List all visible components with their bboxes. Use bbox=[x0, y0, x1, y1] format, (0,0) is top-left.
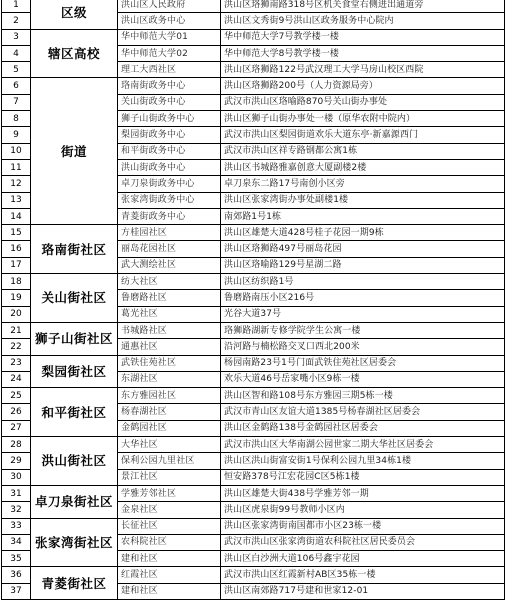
site-name: 洪山街政务中心 bbox=[118, 159, 221, 175]
site-name: 丽岛花园社区 bbox=[118, 241, 221, 257]
site-name: 武铁住苑社区 bbox=[118, 355, 221, 371]
site-name: 保利公园九里社区 bbox=[118, 453, 221, 469]
site-name: 书城路社区 bbox=[118, 322, 221, 338]
table-row bbox=[2, 274, 505, 290]
row-number: 36 bbox=[2, 567, 31, 583]
group-label: 梨园街社区 bbox=[31, 355, 118, 388]
site-name: 农科院社区 bbox=[118, 534, 221, 550]
site-name: 方桂园社区 bbox=[118, 225, 221, 241]
table-row bbox=[2, 0, 505, 13]
site-address: 武汉市青山区友谊大道1385号杨春湖社区居委会 bbox=[221, 404, 505, 420]
site-name: 东湖社区 bbox=[118, 371, 221, 387]
site-address: 光谷大道37号 bbox=[221, 306, 505, 322]
site-address: 卓刀泉东二路17号南创小区旁 bbox=[221, 176, 505, 192]
row-number: 2 bbox=[2, 13, 31, 29]
site-name: 金泉社区 bbox=[118, 502, 221, 518]
row-number: 24 bbox=[2, 371, 31, 387]
site-name: 景江社区 bbox=[118, 469, 221, 485]
row-number: 9 bbox=[2, 127, 31, 143]
site-address: 洪山区珞喻路129号星湖二路 bbox=[221, 257, 505, 273]
site-name: 建和社区 bbox=[118, 551, 221, 567]
table-row bbox=[2, 437, 505, 453]
table-body bbox=[2, 0, 505, 599]
site-address: 洪山区虎泉街99号教师小区内 bbox=[221, 502, 505, 518]
row-number: 4 bbox=[2, 45, 31, 61]
site-name: 通惠社区 bbox=[118, 339, 221, 355]
site-address: 武汉市洪山区祥专路钢都公寓1栋 bbox=[221, 143, 505, 159]
row-number: 32 bbox=[2, 502, 31, 518]
row-number: 29 bbox=[2, 453, 31, 469]
site-address: 武汉市洪山区珞喻路870号关山街办事处 bbox=[221, 94, 505, 110]
site-address: 洪山区智和路108号东方雅园三期5栋一楼 bbox=[221, 388, 505, 404]
site-address: 洪山区珞狮路200号（人力资源局旁） bbox=[221, 78, 505, 94]
site-address: 武汉市洪山区大华南湖公园世家二期大华社区居委会 bbox=[221, 437, 505, 453]
site-name: 卓刀泉街政务中心 bbox=[118, 176, 221, 192]
row-number: 19 bbox=[2, 290, 31, 306]
site-name: 葛光社区 bbox=[118, 306, 221, 322]
group-label: 青菱街社区 bbox=[31, 567, 118, 600]
row-number: 35 bbox=[2, 551, 31, 567]
row-number: 22 bbox=[2, 339, 31, 355]
row-number: 8 bbox=[2, 111, 31, 127]
row-number: 1 bbox=[2, 0, 31, 13]
site-name: 纺大社区 bbox=[118, 274, 221, 290]
table-row bbox=[2, 518, 505, 534]
group-label: 珞南街社区 bbox=[31, 225, 118, 274]
site-name: 大华社区 bbox=[118, 437, 221, 453]
site-name: 珞南街政务中心 bbox=[118, 78, 221, 94]
row-number: 12 bbox=[2, 176, 31, 192]
site-name: 武大测绘社区 bbox=[118, 257, 221, 273]
site-address: 洪山区珞狮路497号丽岛花园 bbox=[221, 241, 505, 257]
site-address: 洪山区白沙洲大道106号鑫宇花园 bbox=[221, 551, 505, 567]
row-number: 28 bbox=[2, 437, 31, 453]
row-number: 6 bbox=[2, 78, 31, 94]
site-address: 洪山区文秀街9号洪山区政务服务中心院内 bbox=[221, 13, 505, 29]
site-name: 建和社区 bbox=[118, 583, 221, 599]
row-number: 7 bbox=[2, 94, 31, 110]
table-row bbox=[2, 355, 505, 371]
site-name: 和平街政务中心 bbox=[118, 143, 221, 159]
site-address: 欢乐大道46号岳家嘴小区9栋一楼 bbox=[221, 371, 505, 387]
row-number: 11 bbox=[2, 159, 31, 175]
site-name: 学雅芳邻社区 bbox=[118, 485, 221, 501]
site-address: 洪山区书城路雅嘉创意大厦副楼2楼 bbox=[221, 159, 505, 175]
row-number: 15 bbox=[2, 225, 31, 241]
row-number: 16 bbox=[2, 241, 31, 257]
site-address: 南郊路1号1栋 bbox=[221, 208, 505, 224]
table-row bbox=[2, 567, 505, 583]
site-address: 洪山区珞狮路122号武汉理工大学马房山校区西院 bbox=[221, 62, 505, 78]
site-name: 梨园街政务中心 bbox=[118, 127, 221, 143]
vaccination-site-table bbox=[1, 0, 505, 600]
site-address: 洪山区雄楚大道428号桂子花园一期9栋 bbox=[221, 225, 505, 241]
group-label: 区级 bbox=[31, 0, 118, 29]
group-label: 洪山街社区 bbox=[31, 437, 118, 486]
site-name: 华中师范大学02 bbox=[118, 45, 221, 61]
row-number: 10 bbox=[2, 143, 31, 159]
site-name: 洪山区人民政府 bbox=[118, 0, 221, 13]
row-number: 34 bbox=[2, 534, 31, 550]
site-address: 洪山区狮子山街办事处一楼（原华农附中院内） bbox=[221, 111, 505, 127]
row-number: 17 bbox=[2, 257, 31, 273]
site-address: 杨园南路23号1号门面武铁住苑社区居委会 bbox=[221, 355, 505, 371]
site-address: 洪山区纺织路1号 bbox=[221, 274, 505, 290]
site-address: 华中师范大学8号教学楼一楼 bbox=[221, 45, 505, 61]
site-address: 洪山区南郊路717号建和世家12-01 bbox=[221, 583, 505, 599]
group-label: 和平街社区 bbox=[31, 388, 118, 437]
row-number: 30 bbox=[2, 469, 31, 485]
site-address: 洪山区洪山街富安街1号保利公园九里34栋1楼 bbox=[221, 453, 505, 469]
site-address: 武汉市洪山区张家湾街道农科院社区居民委员会 bbox=[221, 534, 505, 550]
site-name: 张家湾街政务中心 bbox=[118, 192, 221, 208]
site-address: 沿河路与楠松路交叉口西北200米 bbox=[221, 339, 505, 355]
group-label: 狮子山街社区 bbox=[31, 322, 118, 355]
row-number: 14 bbox=[2, 208, 31, 224]
row-number: 3 bbox=[2, 29, 31, 45]
group-label: 辖区高校 bbox=[31, 29, 118, 78]
row-number: 5 bbox=[2, 62, 31, 78]
row-number: 31 bbox=[2, 485, 31, 501]
site-name: 狮子山街政务中心 bbox=[118, 111, 221, 127]
table-row bbox=[2, 225, 505, 241]
row-number: 13 bbox=[2, 192, 31, 208]
site-name: 红霞社区 bbox=[118, 567, 221, 583]
site-name: 东方雅园社区 bbox=[118, 388, 221, 404]
row-number: 27 bbox=[2, 420, 31, 436]
row-number: 18 bbox=[2, 274, 31, 290]
site-address: 洪山区珞狮南路318号区机关食堂右侧进出通道旁 bbox=[221, 0, 505, 13]
row-number: 21 bbox=[2, 322, 31, 338]
site-address: 华中师范大学7号教学楼一楼 bbox=[221, 29, 505, 45]
table-row bbox=[2, 29, 505, 45]
site-address: 珞狮路湖新专修学院学生公寓一楼 bbox=[221, 322, 505, 338]
site-address: 洪山区张家湾街南国都市小区23栋一楼 bbox=[221, 518, 505, 534]
table-row bbox=[2, 388, 505, 404]
table-row bbox=[2, 485, 505, 501]
group-label: 街道 bbox=[31, 78, 118, 225]
group-label: 卓刀泉街社区 bbox=[31, 485, 118, 518]
site-address: 洪山区金鹤路138号金鹤园社区居委会 bbox=[221, 420, 505, 436]
site-address: 武汉市洪山区红霞新村AB区35栋一楼 bbox=[221, 567, 505, 583]
site-name: 洪山区政务中心 bbox=[118, 13, 221, 29]
group-label: 关山街社区 bbox=[31, 274, 118, 323]
site-name: 华中师范大学01 bbox=[118, 29, 221, 45]
site-name: 鲁磨路社区 bbox=[118, 290, 221, 306]
table-row bbox=[2, 78, 505, 94]
site-address: 洪山区张家湾街办事处副楼1楼 bbox=[221, 192, 505, 208]
site-name: 青菱街政务中心 bbox=[118, 208, 221, 224]
row-number: 26 bbox=[2, 404, 31, 420]
site-name: 金鹤园社区 bbox=[118, 420, 221, 436]
table-row bbox=[2, 322, 505, 338]
site-name: 长征社区 bbox=[118, 518, 221, 534]
site-name: 理工大西社区 bbox=[118, 62, 221, 78]
site-address: 鲁磨路南压小区216号 bbox=[221, 290, 505, 306]
site-address: 恒安路378号江宏花园C区5栋1楼 bbox=[221, 469, 505, 485]
site-name: 杨春湖社区 bbox=[118, 404, 221, 420]
row-number: 25 bbox=[2, 388, 31, 404]
row-number: 20 bbox=[2, 306, 31, 322]
row-number: 37 bbox=[2, 583, 31, 599]
row-number: 33 bbox=[2, 518, 31, 534]
site-address: 洪山区雄楚大街438号学雅芳邻一期 bbox=[221, 485, 505, 501]
group-label: 张家湾街社区 bbox=[31, 518, 118, 567]
row-number: 23 bbox=[2, 355, 31, 371]
site-name: 关山街政务中心 bbox=[118, 94, 221, 110]
site-address: 武汉市洪山区梨园街道欢乐大道东亭·新嘉源西门 bbox=[221, 127, 505, 143]
